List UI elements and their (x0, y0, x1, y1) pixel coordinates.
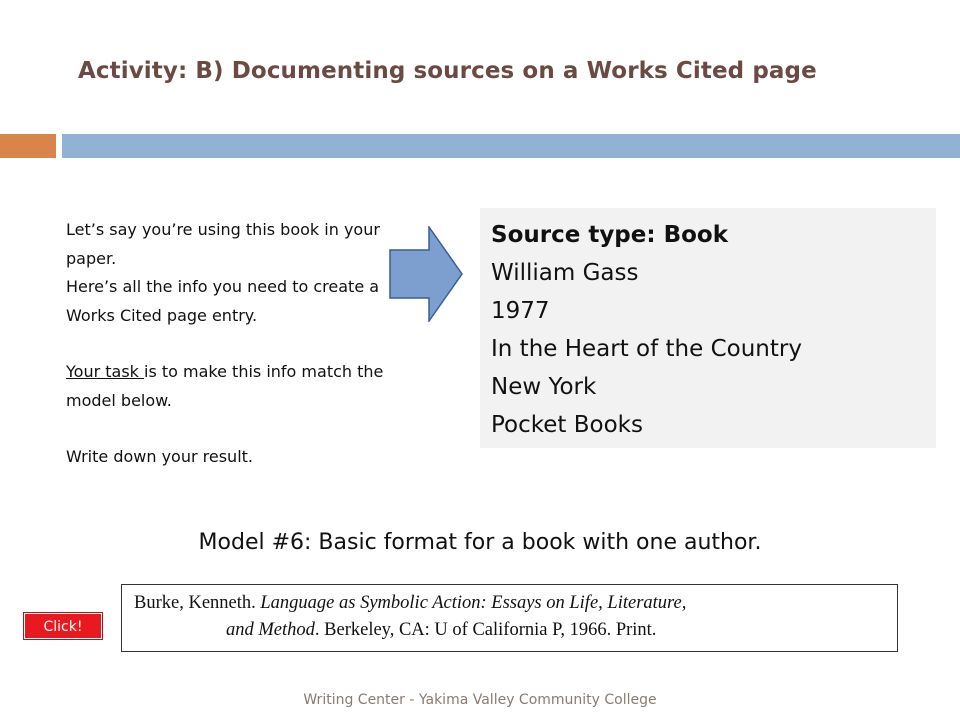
source-city: New York (491, 374, 597, 400)
model-heading: Model #6: Basic format for a book with one author. (198, 530, 762, 555)
right-arrow-icon (389, 226, 463, 322)
citation-author: Burke, Kenneth. (134, 593, 261, 613)
instruction-line-4: Write down your result. (66, 447, 253, 466)
header-accent-bar-blue (62, 134, 960, 158)
source-info-box (480, 208, 936, 448)
task-rest: is to make this info match the model below. (66, 362, 384, 410)
citation-line-2 (134, 617, 897, 644)
citation-publication: . Berkeley, CA: U of California P, 1966. Print. (314, 620, 657, 640)
instruction-task (66, 358, 411, 415)
slide-footer: Writing Center - Yakima Valley Community College (303, 692, 657, 708)
citation-title-part-1: Language as Symbolic Action: Essays on Life, Literature, (260, 593, 687, 613)
source-year: 1977 (491, 298, 550, 324)
slide-title: Activity: B) Documenting sources on a Works Cited page (78, 58, 817, 84)
instruction-line-1: Let’s say you’re using this book in your paper. (66, 220, 380, 268)
citation-line-1 (134, 590, 897, 617)
header-accent-bar-orange (0, 134, 56, 158)
source-author: William Gass (491, 260, 639, 286)
source-book-title: In the Heart of the Country (491, 336, 802, 362)
source-publisher: Pocket Books (491, 412, 643, 438)
instruction-line-2: Here’s all the info you need to create a Works Cited page entry. (66, 277, 380, 325)
task-underlined: Your task (66, 362, 145, 381)
model-citation-box (121, 584, 898, 652)
click-button[interactable]: Click! (24, 613, 102, 639)
source-type-label: Source type: Book (491, 222, 729, 248)
citation-title-part-2: and Method (226, 620, 315, 640)
instructions-text (66, 216, 411, 472)
